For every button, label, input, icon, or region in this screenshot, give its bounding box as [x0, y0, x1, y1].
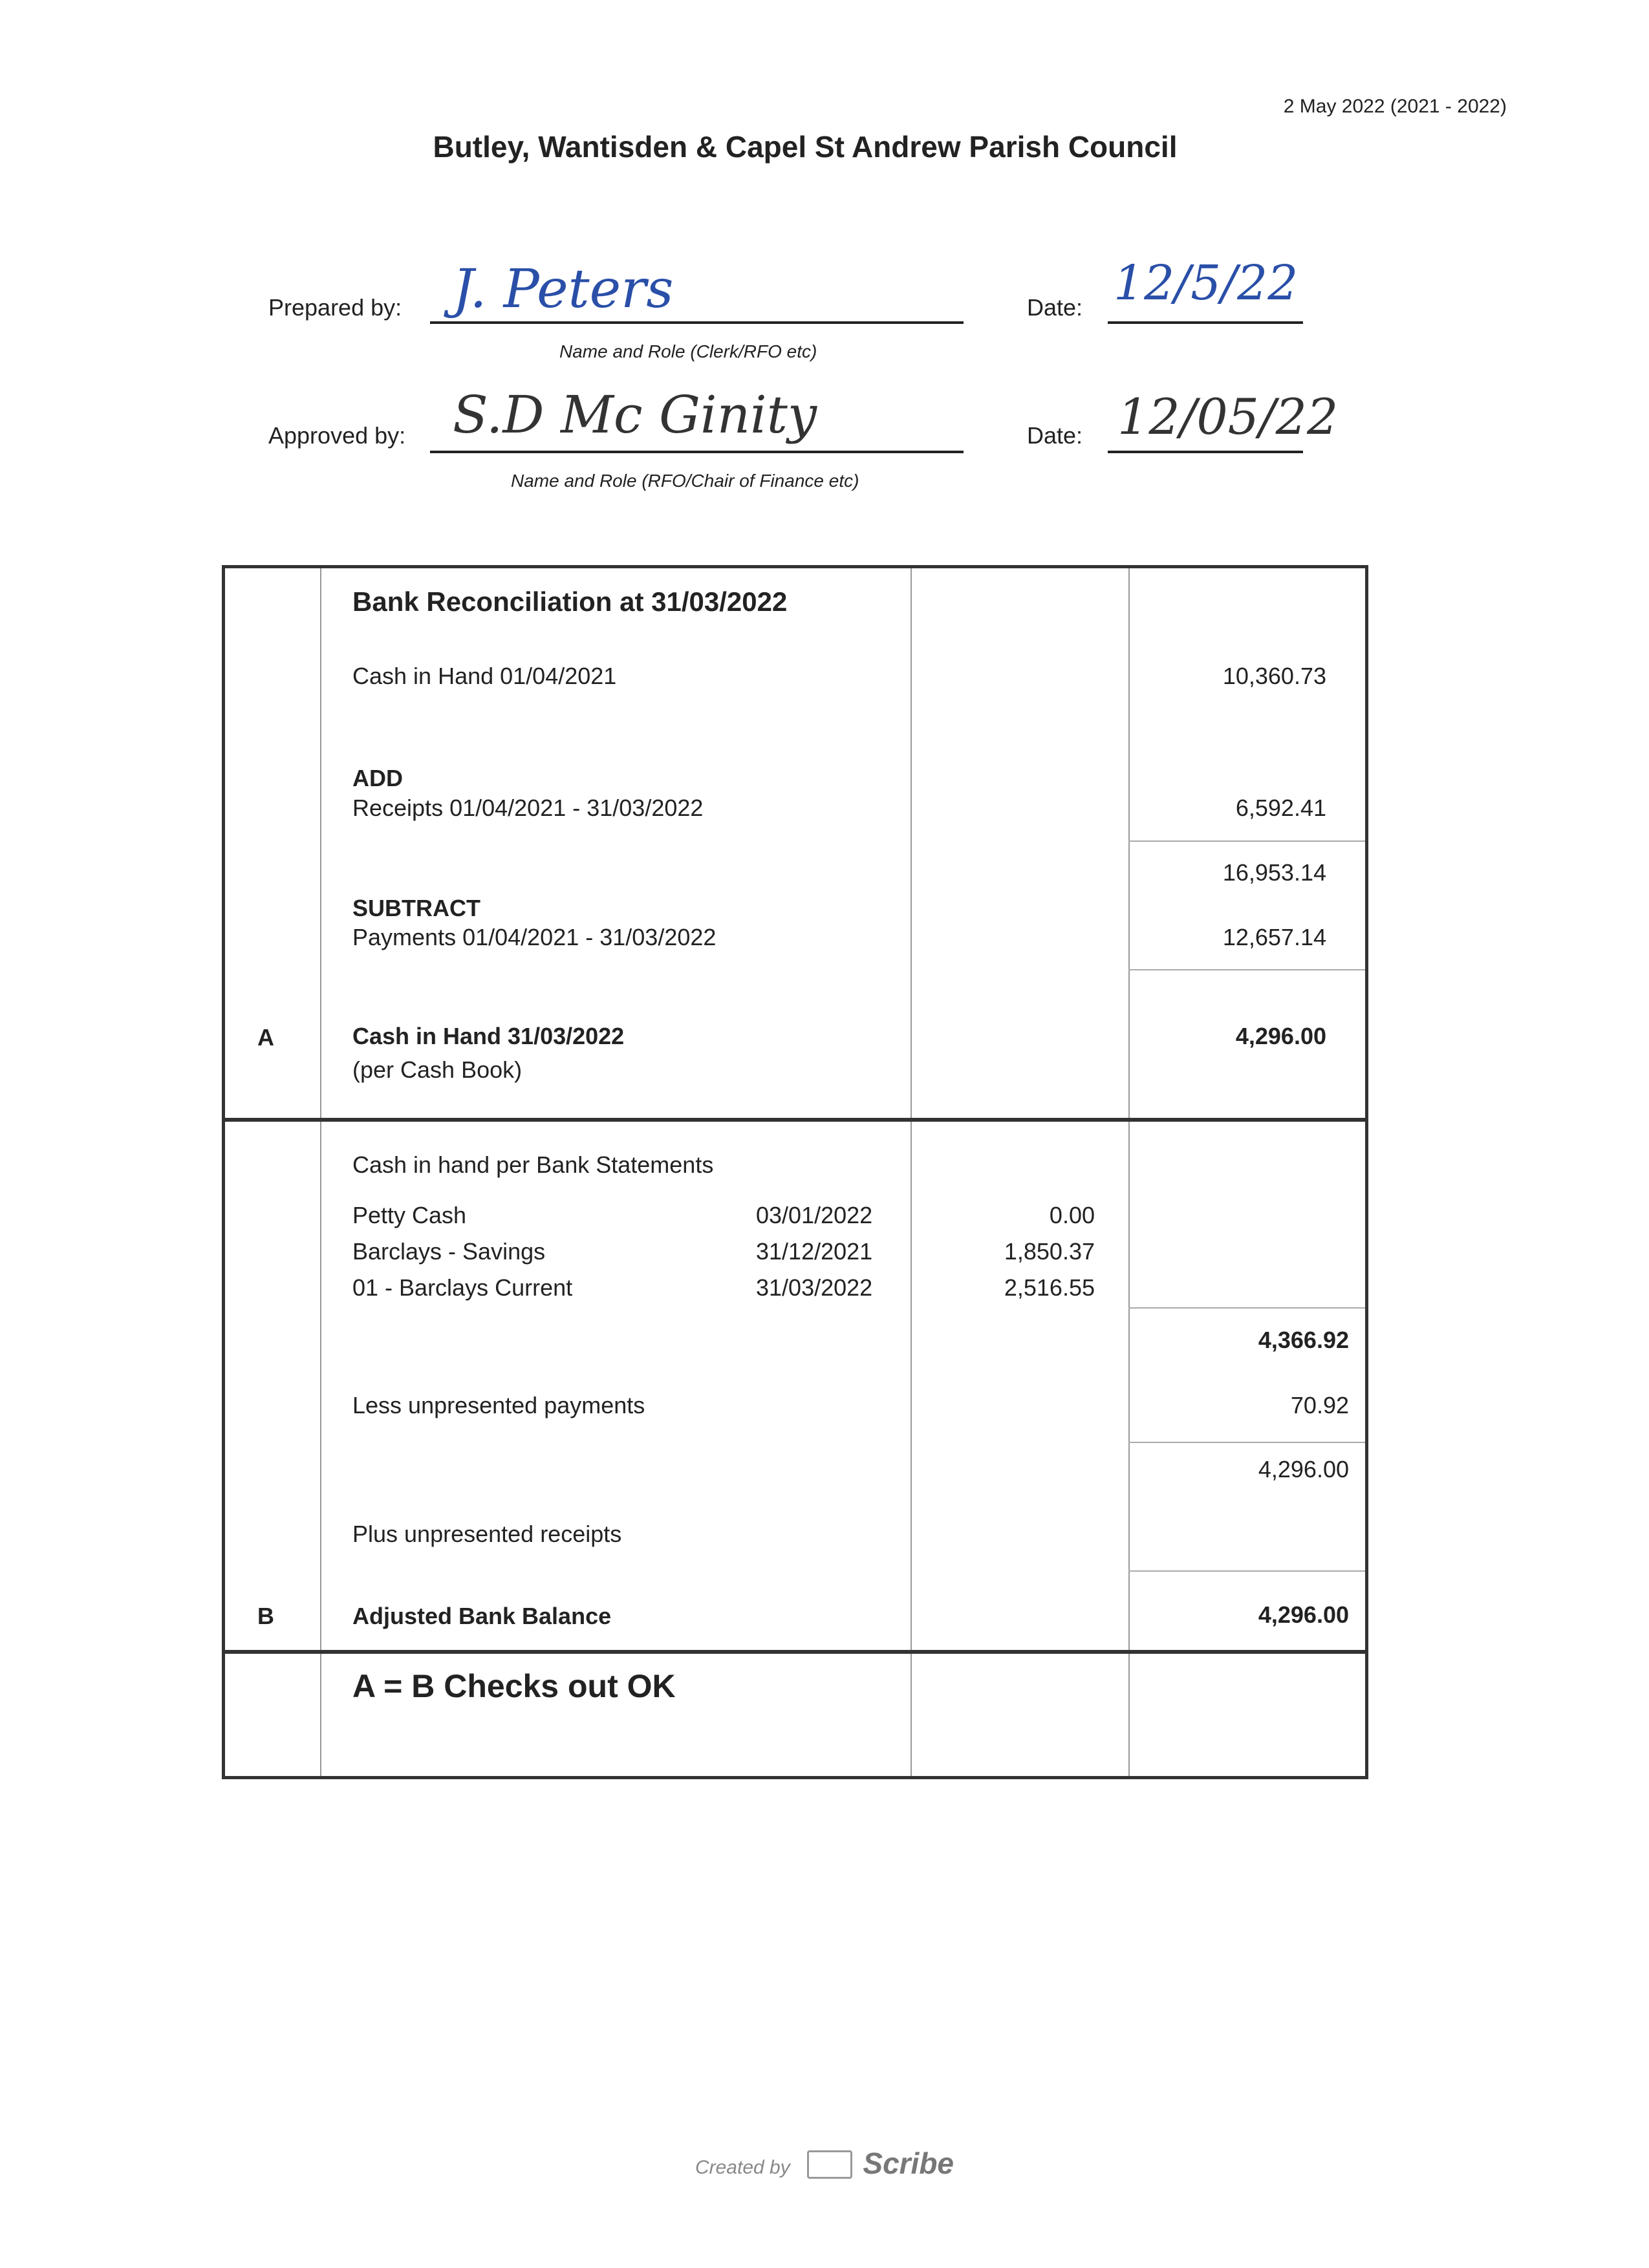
payments-label: Payments 01/04/2021 - 31/03/2022 — [352, 924, 717, 950]
account-date: 03/01/2022 — [756, 1202, 873, 1228]
bank-statements-label: Cash in hand per Bank Statements — [352, 1151, 714, 1178]
cash-close-label: Cash in Hand 31/03/2022 — [352, 1023, 625, 1049]
subtotal-value: 16,953.14 — [1222, 859, 1326, 886]
check-result: A = B Checks out OK — [352, 1668, 676, 1704]
approved-date-label: Date: — [1027, 422, 1083, 449]
reconciliation-table — [222, 565, 1368, 1779]
prepared-signature-line — [430, 321, 964, 324]
prepared-date-label: Date: — [1027, 294, 1083, 321]
subtotal-rule — [1128, 1570, 1365, 1572]
receipts-value: 6,592.41 — [1235, 795, 1326, 821]
section-divider — [225, 1650, 1365, 1654]
cash-open-label: Cash in Hand 01/04/2021 — [352, 663, 617, 689]
bank-total-value: 4,366.92 — [1258, 1327, 1349, 1353]
approved-date-handwritten: 12/05/22 — [1117, 388, 1339, 445]
footer-branding — [0, 2146, 1649, 2181]
adjusted-balance-label: Adjusted Bank Balance — [352, 1603, 612, 1629]
approved-role-caption: Name and Role (RFO/Chair of Finance etc) — [511, 471, 859, 491]
account-name: Barclays - Savings — [352, 1238, 546, 1265]
less-unpresented-value: 70.92 — [1290, 1392, 1349, 1418]
after-less-value: 4,296.00 — [1258, 1456, 1349, 1482]
prepared-date-handwritten: 12/5/22 — [1114, 255, 1299, 311]
row-b-marker: B — [257, 1603, 274, 1629]
prepared-date-line — [1108, 321, 1303, 324]
subtotal-rule — [1128, 1442, 1365, 1443]
column-divider — [911, 568, 912, 1776]
prepared-signature: J. Peters — [453, 259, 674, 320]
payments-value: 12,657.14 — [1222, 924, 1326, 950]
page-title: Butley, Wantisden & Capel St Andrew Parish Council — [433, 130, 1178, 164]
column-divider — [1128, 568, 1130, 1776]
cash-open-value: 10,360.73 — [1222, 663, 1326, 689]
adjusted-balance-value: 4,296.00 — [1258, 1601, 1349, 1628]
approved-by-label: Approved by: — [268, 422, 406, 449]
account-amount: 0.00 — [1049, 1202, 1095, 1228]
subtract-label: SUBTRACT — [352, 895, 480, 921]
receipts-label: Receipts 01/04/2021 - 31/03/2022 — [352, 795, 704, 821]
prepared-by-label: Prepared by: — [268, 294, 402, 321]
brand-name: Scribe — [863, 2146, 954, 2180]
less-unpresented-label: Less unpresented payments — [352, 1392, 645, 1418]
section-divider — [225, 1118, 1365, 1122]
table-heading: Bank Reconciliation at 31/03/2022 — [352, 586, 788, 617]
column-divider — [320, 568, 321, 1776]
add-label: ADD — [352, 765, 403, 791]
plus-unpresented-label: Plus unpresented receipts — [352, 1521, 622, 1547]
prepared-role-caption: Name and Role (Clerk/RFO etc) — [559, 341, 817, 361]
account-name: Petty Cash — [352, 1202, 467, 1228]
account-amount: 2,516.55 — [1004, 1274, 1095, 1301]
created-by-text: Created by — [695, 2157, 790, 2178]
account-amount: 1,850.37 — [1004, 1238, 1095, 1265]
subtotal-rule — [1128, 969, 1365, 970]
approved-date-line — [1108, 451, 1303, 453]
subtotal-rule — [1128, 1307, 1365, 1309]
approved-signature: S.D Mc Ginity — [453, 385, 817, 445]
account-date: 31/12/2021 — [756, 1238, 873, 1265]
document-date: 2 May 2022 (2021 - 2022) — [1283, 96, 1507, 117]
row-a-marker: A — [257, 1024, 274, 1051]
account-date: 31/03/2022 — [756, 1274, 873, 1301]
cash-close-caption: (per Cash Book) — [352, 1056, 523, 1083]
subtotal-rule — [1128, 840, 1365, 842]
account-name: 01 - Barclays Current — [352, 1274, 573, 1301]
scribe-logo-icon — [807, 2150, 852, 2179]
approved-signature-line — [430, 451, 964, 453]
cash-close-value: 4,296.00 — [1235, 1023, 1326, 1049]
